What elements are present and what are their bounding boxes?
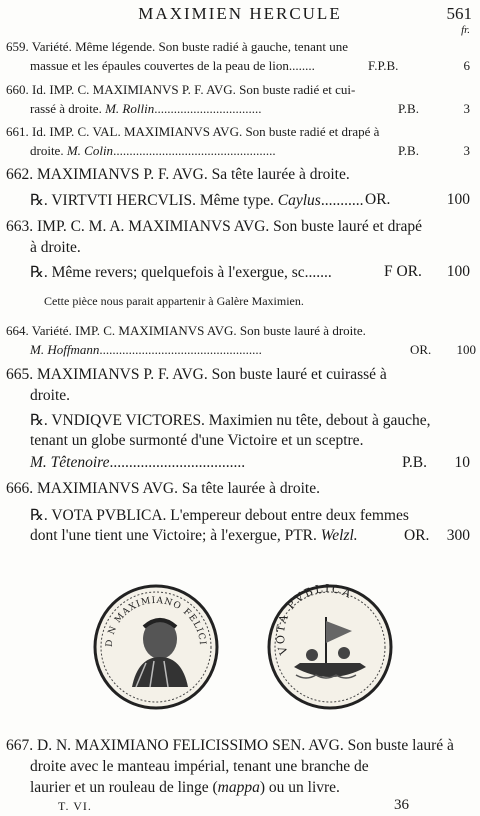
entry-665-line2: droite. bbox=[30, 387, 71, 404]
entry-667-text-end: ) ou un livre. bbox=[259, 779, 340, 796]
entry-664-line1: 664. Variété. IMP. C. MAXIMIANVS AVG. Son buste lauré à droite. bbox=[6, 323, 366, 338]
coin-obverse-image bbox=[92, 583, 220, 711]
entry-662-reverse bbox=[30, 191, 363, 210]
entry-661-text: droite. bbox=[30, 143, 67, 158]
coin-reverse-image bbox=[266, 583, 394, 711]
entry-660-price: 3 bbox=[463, 101, 470, 116]
page-number: 561 bbox=[446, 4, 472, 23]
entry-662-rev-text: ℞. VIRTVTI HERCVLIS. Même type. bbox=[30, 192, 278, 209]
entry-663-note: Cette pièce nous parait appartenir à Galère Maximien. bbox=[44, 294, 304, 308]
running-title: MAXIMIEN HERCULE bbox=[138, 4, 342, 23]
entry-663-price: 100 bbox=[446, 263, 470, 280]
entry-666-price: 300 bbox=[446, 527, 470, 544]
entry-662-line1: 662. MAXIMIANVS P. F. AVG. Sa tête laurée à droite. bbox=[6, 166, 350, 183]
entry-661-price: 3 bbox=[463, 143, 470, 158]
entry-661-mark: P.B. bbox=[398, 143, 419, 158]
entry-663-line2: à droite. bbox=[30, 239, 81, 256]
entry-662-collection: Caylus bbox=[277, 192, 321, 209]
entry-667-text: laurier et un rouleau de linge ( bbox=[30, 779, 218, 796]
entry-659-mark: F.P.B. bbox=[368, 58, 399, 73]
entry-666-reverse-1: ℞. VOTA PVBLICA. L'empereur debout entre deux femmes bbox=[30, 507, 409, 524]
entry-666-line1: 666. MAXIMIANVS AVG. Sa tête laurée à droite. bbox=[6, 480, 320, 497]
entry-667-line1: 667. D. N. MAXIMIANO FELICISSIMO SEN. AVG. Son buste lauré à bbox=[6, 737, 454, 754]
coin-obverse-legend: D N MAXIMIANO FELICI bbox=[104, 595, 208, 648]
entry-661-line1: 661. Id. IMP. C. VAL. MAXIMIANVS AVG. Son buste radié et drapé à bbox=[6, 124, 380, 139]
entry-660-collection: M. Rollin bbox=[105, 101, 155, 116]
entry-662-leader: ........... bbox=[320, 192, 364, 209]
sheet-number: 36 bbox=[394, 797, 409, 813]
entry-663-reverse: ℞. Même revers; quelquefois à l'exergue, sc....... bbox=[30, 264, 332, 281]
entry-664-mark: OR. bbox=[410, 342, 432, 357]
entry-666-rev-text: dont l'une tient une Victoire; à l'exergue, PTR. bbox=[30, 527, 321, 544]
entry-664-leader: .................................................. bbox=[99, 342, 262, 357]
entry-659-price: 6 bbox=[463, 58, 470, 73]
entry-663-line1: 663. IMP. C. M. A. MAXIMIANVS AVG. Son buste lauré et drapé bbox=[6, 218, 423, 235]
entry-659-line1: 659. Variété. Même légende. Son buste radié à gauche, tenant une bbox=[6, 39, 348, 54]
entry-660-text: rassé à droite. bbox=[30, 101, 106, 116]
entry-664-price: 100 bbox=[456, 342, 476, 357]
entry-665-price: 10 bbox=[454, 454, 470, 471]
entry-665-reverse-1: ℞. VNDIQVE VICTORES. Maximien nu tête, debout à gauche, bbox=[30, 412, 431, 429]
entry-661-line2 bbox=[30, 143, 276, 159]
entry-662-mark: OR. bbox=[365, 191, 391, 208]
entry-659-line2: massue et les épaules couvertes de la peau de lion........ bbox=[30, 58, 315, 73]
entry-660-leader: ................................. bbox=[154, 101, 262, 116]
entry-660-line2 bbox=[30, 101, 261, 117]
entry-666-mark: OR. bbox=[404, 527, 430, 544]
coin-obverse bbox=[92, 583, 220, 711]
coin-reverse bbox=[266, 583, 394, 711]
coin-reverse-legend: VOTA PVBLICA bbox=[273, 583, 355, 657]
entry-661-collection: M. Colin bbox=[66, 143, 114, 158]
price-column-label: fr. bbox=[461, 24, 470, 36]
entry-667-italic: mappa bbox=[217, 779, 260, 796]
entry-664-collection: M. Hoffmann bbox=[30, 342, 100, 357]
entry-665-reverse-2: tenant un globe surmonté d'une Victoire et un sceptre. bbox=[30, 432, 364, 449]
entry-665-collection: M. Têtenoire bbox=[30, 454, 110, 471]
entry-660-mark: P.B. bbox=[398, 101, 419, 116]
entry-666-collection: Welzl. bbox=[320, 527, 358, 544]
entry-664-line2 bbox=[30, 342, 262, 358]
entry-665-mark: P.B. bbox=[402, 454, 427, 471]
entry-667-line2: droite avec le manteau impérial, tenant une branche de bbox=[30, 758, 369, 775]
entry-662-price: 100 bbox=[446, 191, 470, 208]
entry-660-line1: 660. Id. IMP. C. MAXIMIANVS P. F. AVG. Son buste radié et cui- bbox=[6, 82, 356, 97]
entry-665-leader: ................................... bbox=[109, 454, 246, 471]
entry-667-line3 bbox=[30, 779, 340, 797]
entry-666-reverse-2 bbox=[30, 527, 358, 545]
volume-signature: T. VI. bbox=[58, 799, 92, 813]
entry-665-line1: 665. MAXIMIANVS P. F. AVG. Son buste lauré et cuirassé à bbox=[6, 366, 387, 383]
entry-665-reverse-3 bbox=[30, 454, 245, 472]
entry-663-mark: F OR. bbox=[384, 263, 422, 280]
entry-661-leader: .................................................. bbox=[113, 143, 276, 158]
